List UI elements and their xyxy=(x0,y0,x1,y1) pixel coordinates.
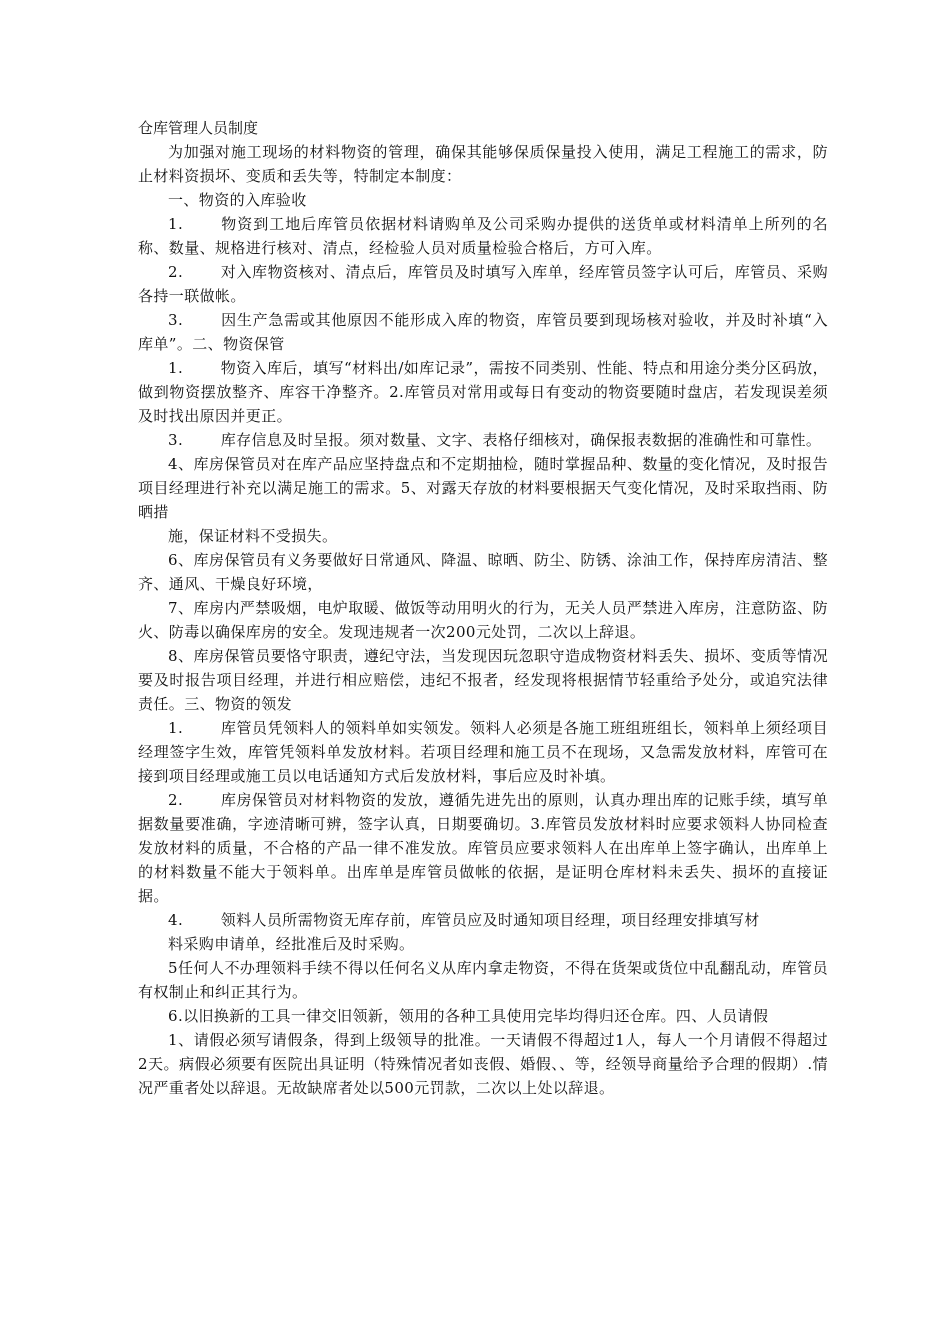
intro-paragraph: 为加强对施工现场的材料物资的管理，确保其能够保质保量投入使用，满足工程施工的需求，防止材料资损坏、变质和丢失等，特制定本制度： xyxy=(138,143,828,185)
paragraph: 6、库房保管员有义务要做好日常通风、降温、晾晒、防尘、防锈、涂油工作，保持库房清洁、整齐、通风、干燥良好环境， xyxy=(138,551,828,593)
paragraph: 1、请假必须写请假条，得到上级领导的批准。一天请假不得超过1人，每人一个月请假不得超过2天。病假必须要有医院出具证明（特殊情况者如丧假、婚假、、等，经领导商量给予合理的假期）.情况严重者处以辞退。无故缺席者处以500元罚款，二次以上处以辞退。 xyxy=(138,1031,828,1097)
paragraph: 1. 物资到工地后库管员依据材料请购单及公司采购办提供的送货单或材料清单上所列的名称、数量、规格进行核对、清点，经检验人员对质量检验合格后，方可入库。 xyxy=(138,215,828,257)
paragraph: 3. 库存信息及时呈报。须对数量、文字、表格仔细核对，确保报表数据的准确性和可靠性。 xyxy=(168,431,822,449)
document-title: 仓库管理人员制度 xyxy=(138,119,259,137)
paragraph: 7、库房内严禁吸烟，电炉取暖、做饭等动用明火的行为，无关人员严禁进入库房，注意防盗、防火、防毒以确保库房的安全。发现违规者一次200元处罚，二次以上辞退。 xyxy=(138,599,828,641)
paragraph: 施，保证材料不受损失。 xyxy=(168,527,338,545)
paragraph: 1. 物资入库后，填写“材料出/如库记录”，需按不同类别、性能、特点和用途分类分区码放，做到物资摆放整齐、库容干净整齐。2.库管员对常用或每日有变动的物资要随时盘店，若发现误差须及时找出原因并更正。 xyxy=(138,359,828,425)
paragraph: 1. 库管员凭领料人的领料单如实领发。领料人必须是各施工班组班组长，领料单上须经项目经理签字生效，库管凭领料单发放材料。若项目经理和施工员不在现场，又急需发放材料，库管可在接到项目经理或施工员以电话通知方式后发放材料，事后应及时补填。 xyxy=(138,719,828,785)
paragraph: 6.以旧换新的工具一律交旧领新，领用的各种工具使用完毕均得归还仓库。四、人员请假 xyxy=(168,1007,769,1025)
paragraph: 3. 因生产急需或其他原因不能形成入库的物资，库管员要到现场核对验收，并及时补填“入库单”。二、物资保管 xyxy=(138,311,828,353)
paragraph: 4. 领料人员所需物资无库存前，库管员应及时通知项目经理，项目经理安排填写材 xyxy=(168,911,760,929)
paragraph: 5任何人不办理领料手续不得以任何名义从库内拿走物资，不得在货架或货位中乱翻乱动，库管员有权制止和纠正其行为。 xyxy=(138,959,828,1001)
paragraph: 2. 库房保管员对材料物资的发放，遵循先进先出的原则，认真办理出库的记账手续，填写单据数量要准确，字迹清晰可辨，签字认真，日期要确切。3.库管员发放材料时应要求领料人协同检查发放材料的质量，不合格的产品一律不准发放。库管员应要求领料人在出库单上签字确认，出库单上的材料数量不能大于领料单。出库单是库管员做帐的依据，是证明仓库材料未丢失、损坏的直接证据。 xyxy=(138,791,828,905)
paragraph: 2. 对入库物资核对、清点后，库管员及时填写入库单，经库管员签字认可后，库管员、采购各持一联做帐。 xyxy=(138,263,828,305)
paragraph: 4、库房保管员对在库产品应坚持盘点和不定期抽检，随时掌握品种、数量的变化情况，及时报告项目经理进行补充以满足施工的需求。5、对露天存放的材料要根据天气变化情况，及时采取挡雨、防晒措 xyxy=(138,455,828,521)
paragraph-continuation: 料采购申请单，经批准后及时采购。 xyxy=(168,935,415,953)
section-heading-inbound: 一、物资的入库验收 xyxy=(168,191,307,209)
paragraph: 8、库房保管员要恪守职责，遵纪守法，当发现因玩忽职守造成物资材料丢失、损坏、变质等情况要及时报告项目经理，并进行相应赔偿，违纪不报者，经发现将根据情节轻重给予处分，或追究法律责任。三、物资的领发 xyxy=(138,647,828,713)
document-body xyxy=(138,116,828,1100)
